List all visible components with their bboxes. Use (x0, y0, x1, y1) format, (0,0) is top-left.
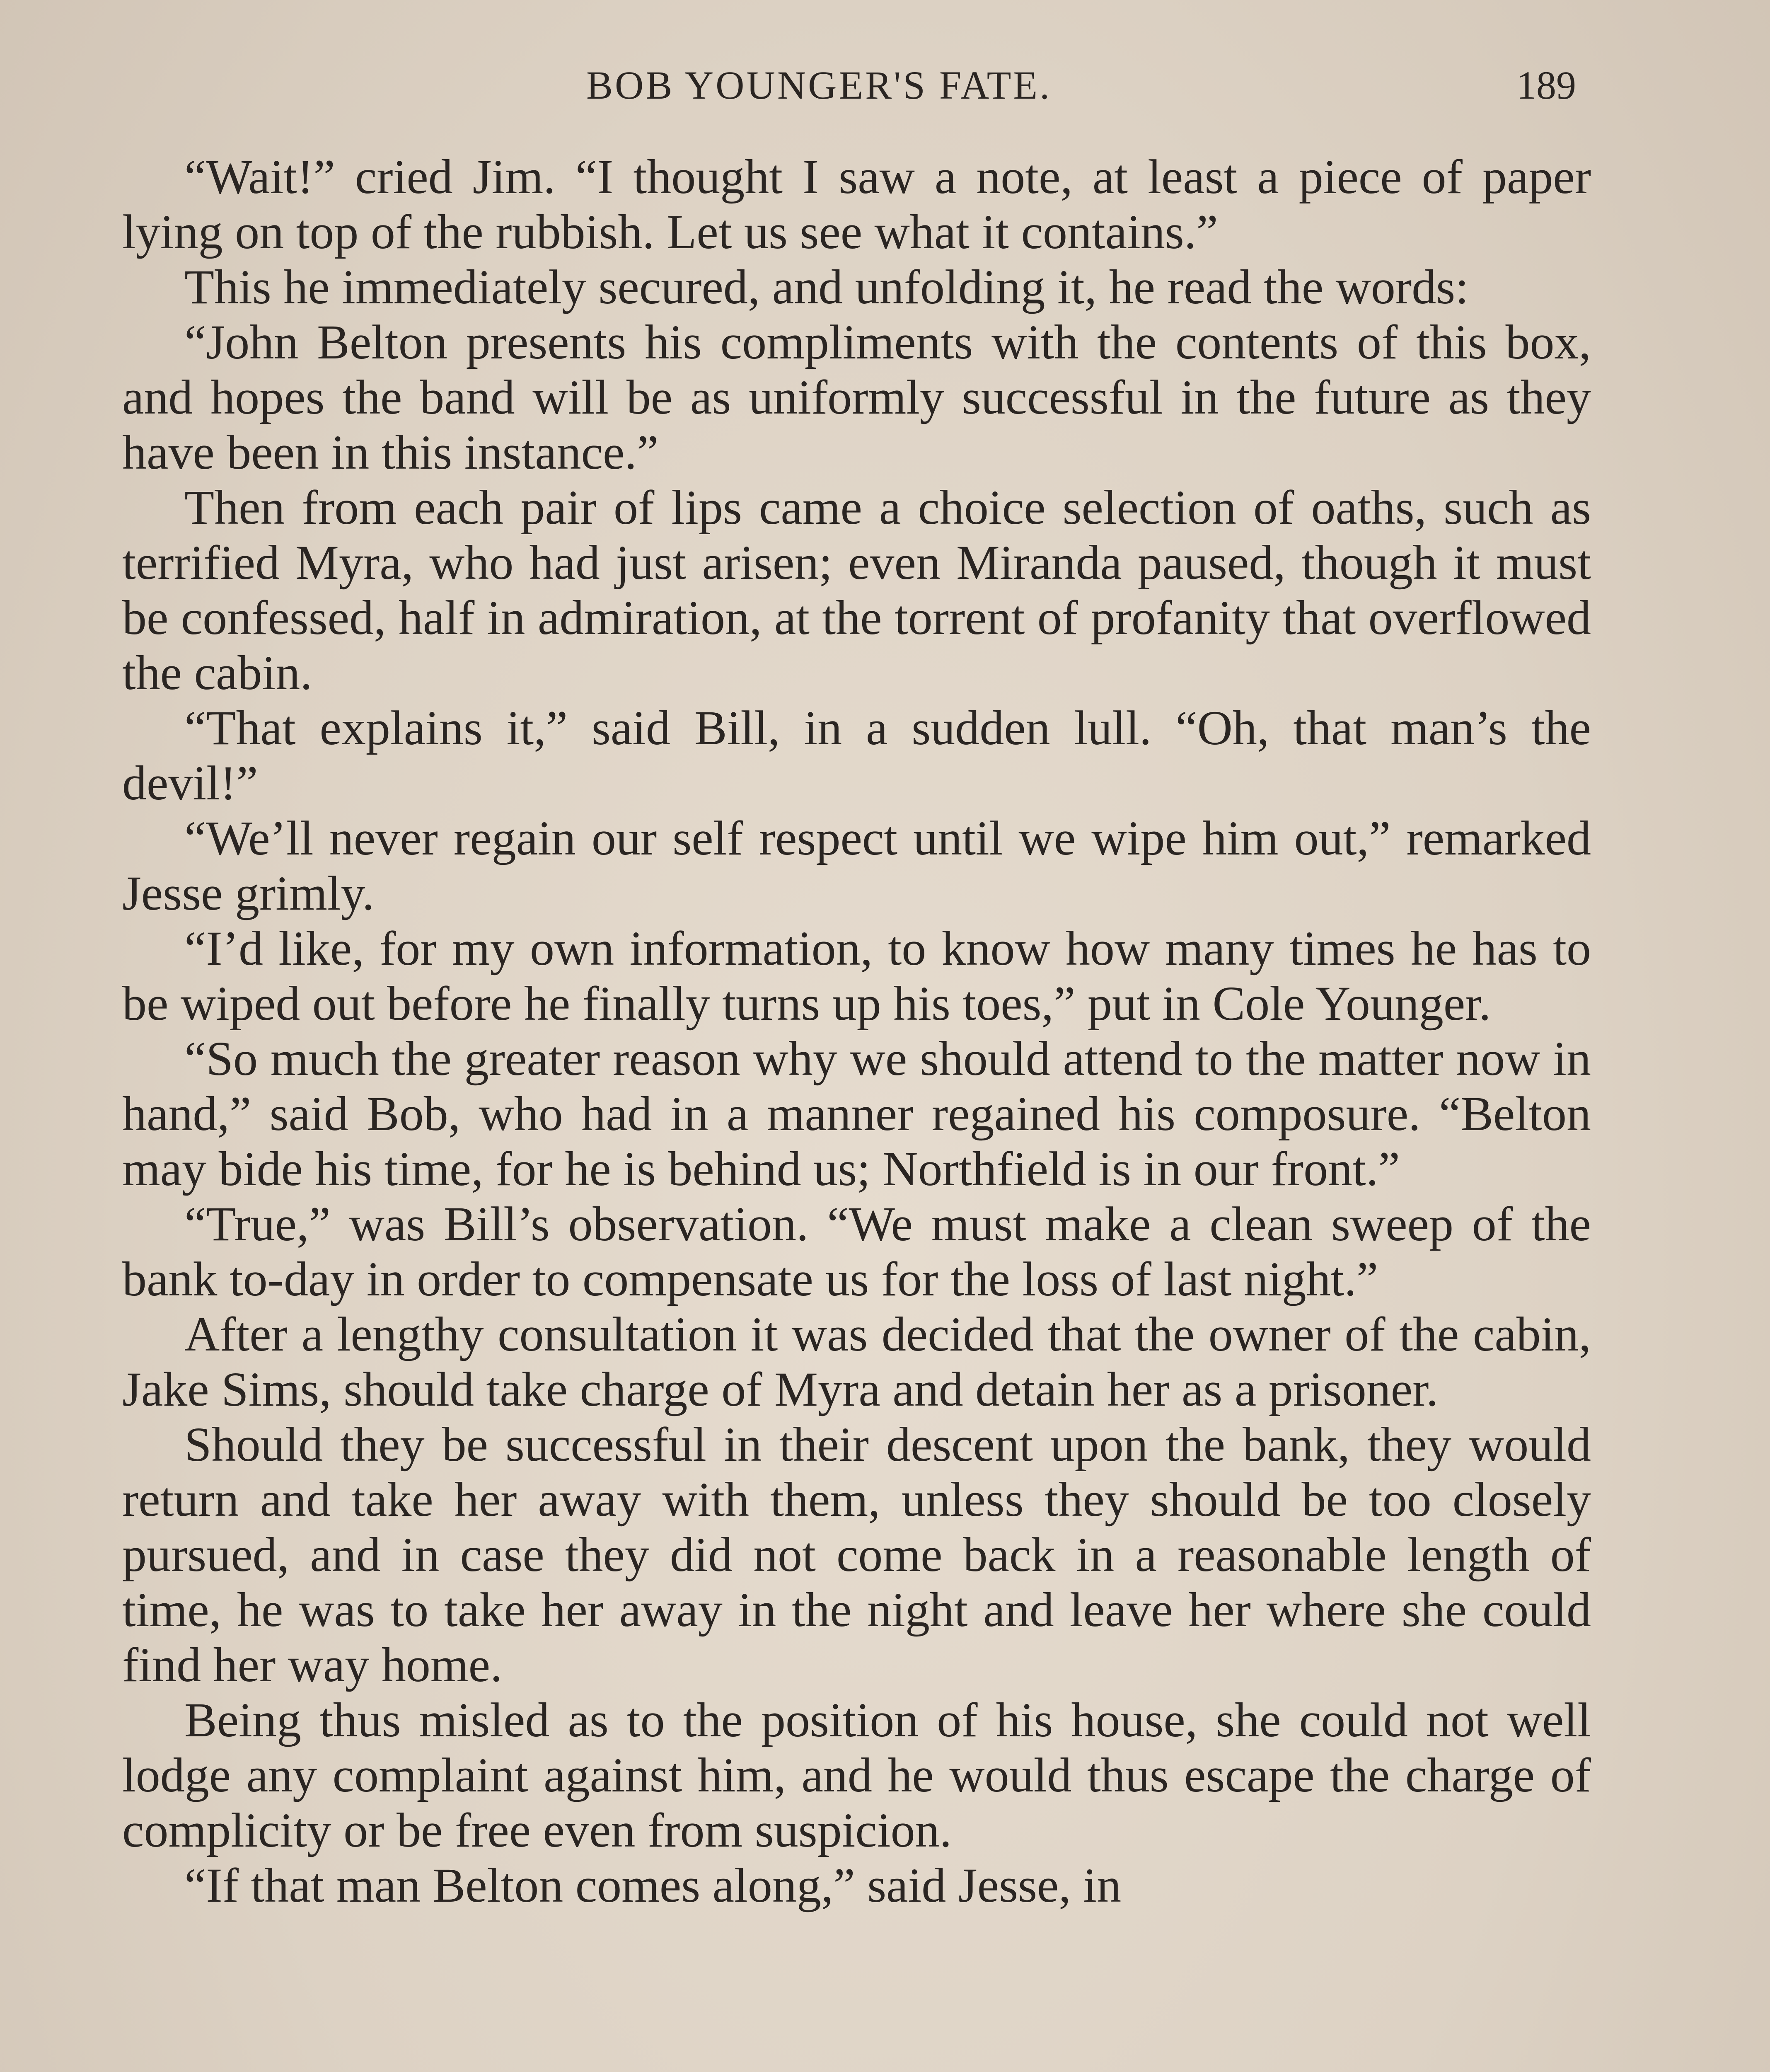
body-text (122, 149, 1591, 1913)
paragraph: Then from each pair of lips came a choice selection of oaths, such as terrified Myra, who had just arisen; even Miranda paused, though it must be confessed, half in admiration, at the torrent of profanity that overflowed the cabin. (122, 480, 1591, 700)
paragraph: “So much the greater reason why we should attend to the matter now in hand,” said Bob, who had in a manner regained his composure. “Belton may bide his time, for he is behind us; Northfield is in our front.” (122, 1031, 1591, 1196)
paragraph: This he immediately secured, and unfolding it, he read the words: (184, 260, 1469, 314)
paragraph: “We’ll never regain our self respect until we wipe him out,” remarked Jesse grimly. (122, 811, 1591, 920)
paragraph: “I’d like, for my own information, to know how many times he has to be wiped out before he finally turns up his toes,” put in Cole Younger. (122, 921, 1591, 1031)
running-title: BOB YOUNGER'S FATE. (586, 63, 1052, 107)
paragraph: “Wait!” cried Jim. “I thought I saw a note, at least a piece of paper lying on top of the rubbish. Let us see what it contains.” (122, 150, 1591, 259)
paragraph: Being thus misled as to the position of his house, she could not well lodge any complaint against him, and he would thus escape the charge of complicity or be free even from suspicion. (122, 1693, 1591, 1857)
paragraph: Should they be successful in their descent upon the bank, they would return and take her away with them, unless they should be too closely pursued, and in case they did not come back in a reasonable length of time, he was to take her away in the night and leave her where she could find her way home. (122, 1417, 1591, 1692)
paragraph: “That explains it,” said Bill, in a sudden lull. “Oh, that man’s the devil!” (122, 701, 1591, 810)
running-head (0, 62, 1770, 120)
page-number: 189 (1516, 63, 1576, 107)
paragraph: “John Belton presents his compliments with the contents of this box, and hopes the band will be as uniformly successful in the future as they have been in this instance.” (122, 315, 1591, 479)
paragraph: After a lengthy consultation it was decided that the owner of the cabin, Jake Sims, should take charge of Myra and detain her as a prisoner. (122, 1307, 1591, 1416)
paragraph: “True,” was Bill’s observation. “We must make a clean sweep of the bank to-day in order to compensate us for the loss of last night.” (122, 1197, 1591, 1306)
paragraph: “If that man Belton comes along,” said Jesse, in (184, 1858, 1122, 1912)
